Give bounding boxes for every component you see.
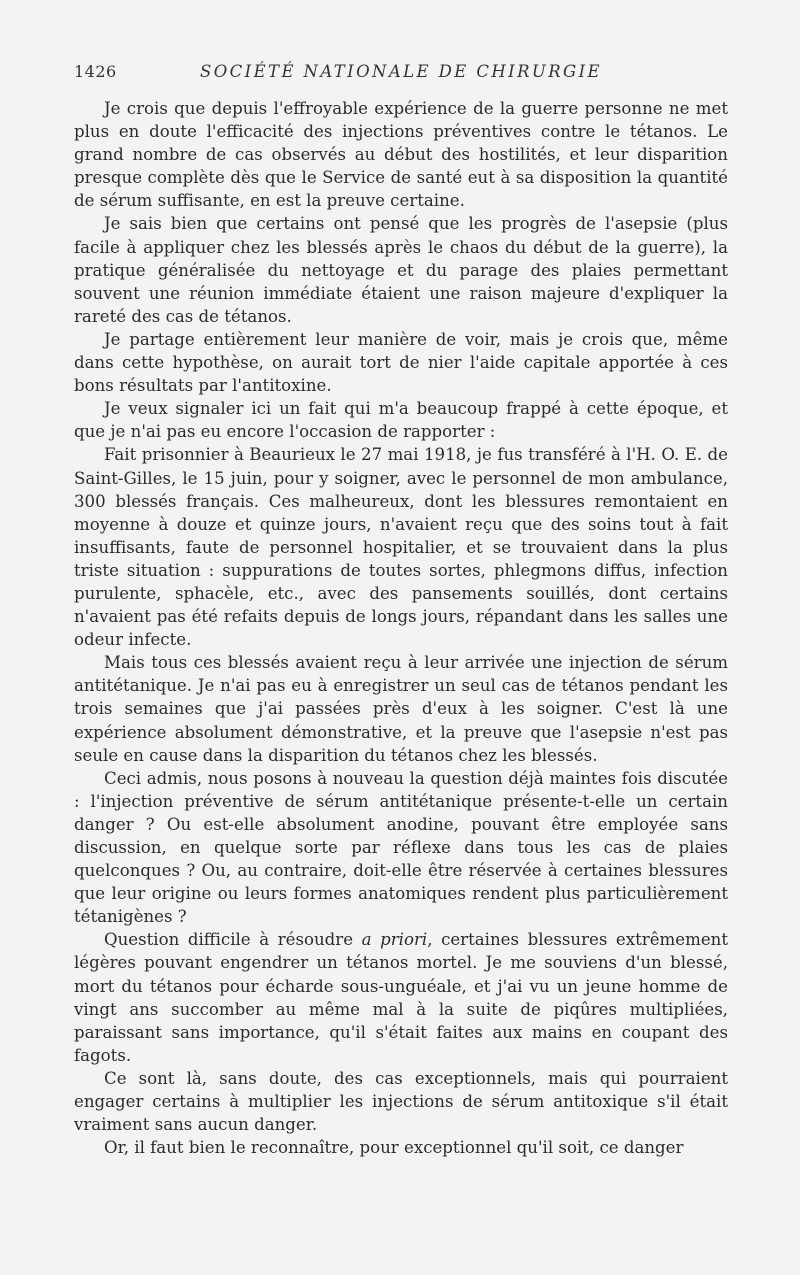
page-number: 1426 [74,62,117,81]
paragraph-8-end: , certaines blessures extrêmement légères pouvant engendrer un tétanos mortel. Je me souviens d'un blessé, mort du tétanos pour écharde sous-unguéale, et j'ai vu un jeune homme de vingt ans succomber au même mal à la suite de piqûres multipliées, paraissant sans importance, qu'il s'était faites aux mains en coupant des fagots. [74,930,728,1065]
paragraph-8 [74,928,728,1067]
running-title: SOCIÉTÉ NATIONALE DE CHIRURGIE [200,62,602,81]
paragraph-6: Mais tous ces blessés avaient reçu à leur arrivée une injection de sérum antitétanique. Je n'ai pas eu à enregistrer un seul cas de tétanos pendant les trois semaines que j'ai passées près d'eux à les soigner. C'est là une expérience absolument démonstrative, et la preuve que l'asepsie n'est pas seule en cause dans la disparition du tétanos chez les blessés. [74,653,728,765]
page-header [74,62,728,90]
paragraph-7: Ceci admis, nous posons à nouveau la question déjà maintes fois discutée : l'injection préventive de sérum antitétanique présente-t-elle un certain danger ? Ou est-elle absolument anodine, pouvant être employée sans discussion, en quelque sorte par réflexe dans tous les cas de plaies quelconques ? Ou, au contraire, doit-elle être réservée à certaines blessures que leur origine ou leurs formes anatomiques rendent plus particulièrement tétanigènes ? [74,768,728,927]
paragraph-4: Je veux signaler ici un fait qui m'a beaucoup frappé à cette époque, et que je n'ai pas eu encore l'occasion de rapporter : [74,399,728,442]
paragraph-2: Je sais bien que certains ont pensé que les progrès de l'asepsie (plus facile à appliquer chez les blessés après le chaos du début de la guerre), la pratique généralisée du nettoyage et du parage des plaies permettant souvent une réunion immédiate étaient une raison majeure d'expliquer la rareté des cas de tétanos. [74,214,728,326]
paragraph-3: Je partage entièrement leur manière de voir, mais je crois que, même dans cette hypothèse, on aurait tort de nier l'aide capitale apportée à ces bons résultats par l'antitoxine. [74,329,728,396]
paragraph-9: Ce sont là, sans doute, des cas exceptionnels, mais qui pourraient engager certains à multiplier les injections de sérum antitoxique s'il était vraiment sans aucun danger. [74,1068,728,1135]
body-text [74,97,728,1159]
latin-phrase: a priori [361,930,428,950]
paragraph-8-start: Question difficile à résoudre [104,930,362,950]
paragraph-10: Or, il faut bien le reconnaître, pour exceptionnel qu'il soit, ce danger [104,1138,684,1158]
paragraph-5: Fait prisonnier à Beaurieux le 27 mai 1918, je fus transféré à l'H. O. E. de Saint-Gilles, le 15 juin, pour y soigner, avec le personnel de mon ambulance, 300 blessés français. Ces malheureux, dont les blessures remontaient en moyenne à douze et quinze jours, n'avaient reçu que des soins tout à fait insuffisants, faute de personnel hospitalier, et se trouvaient dans la plus triste situation : suppurations de toutes sortes, phlegmons diffus, infection purulente, sphacèle, etc., avec des pansements souillés, dont certains n'avaient pas été refaits depuis de longs jours, répandant dans les salles une odeur infecte. [74,445,728,650]
paragraph-1: Je crois que depuis l'effroyable expérience de la guerre personne ne met plus en doute l'efficacité des injections préventives contre le tétanos. Le grand nombre de cas observés au début des hostilités, et leur disparition presque complète dès que le Service de santé eut à sa disposition la quantité de sérum suffisante, en est la preuve certaine. [74,99,728,211]
